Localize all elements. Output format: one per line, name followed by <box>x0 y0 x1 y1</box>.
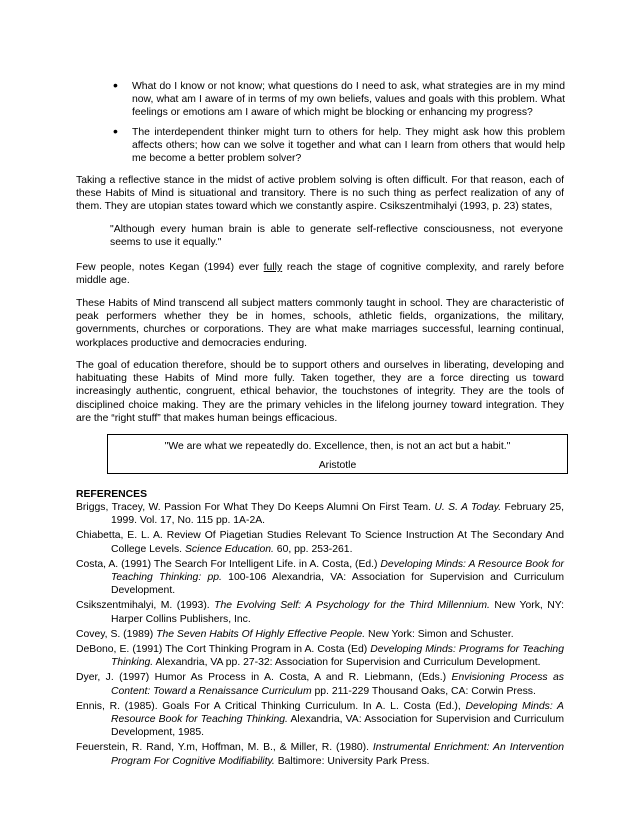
reference-details: February 25, 1999. Vol. 17, No. 115 pp. 1A-2A. <box>111 502 565 527</box>
reference-details: 60, pp. 253-261. <box>273 543 353 555</box>
bullet-text: What do I know or not know; what questions do I need to ask, what strategies are in my mind now, what am I aware of in terms of my own beliefs, values and goals with this problem. What feelings or emotions am I aware of which might be blocking or enhancing my progress? <box>132 81 565 119</box>
reference-item <box>76 501 564 527</box>
reference-authors: Csikszentmihalyi, M. (1993). <box>76 600 215 612</box>
reference-authors: Costa, A. (1991) The Search For Intelligent Life. in A. Costa, (Ed.) <box>76 558 381 570</box>
boxed-quote-text: "We are what we repeatedly do. Excellence, then, is not an act but a habit." <box>164 441 511 452</box>
reference-details: New York: Simon and Schuster. <box>365 628 514 640</box>
reference-item <box>76 529 564 555</box>
reference-title: The Seven Habits Of Highly Effective People. <box>156 628 366 640</box>
reference-title: Instrumental Enrichment: An Intervention Program For Cognitive Modifiability. <box>111 742 564 767</box>
references-heading: REFERENCES <box>76 489 148 500</box>
reference-details: Alexandria, VA: Association for Supervision and Curriculum Development, 1985. <box>111 714 565 739</box>
paragraph-habits-transcend: These Habits of Mind transcend all subject matters commonly taught in school. They are characteristic of peak performers whether they be in homes, schools, athletic fields, organizations, the military, governments, churches or corporations. They are what make marriages successful, learning continual, workplaces productive and democracies enduring. <box>76 298 564 349</box>
reference-title: Science Education. <box>184 543 274 555</box>
bullet-item <box>110 77 565 120</box>
reference-item <box>76 599 564 625</box>
boxed-quote-author: Aristotle <box>318 460 357 471</box>
reference-authors: DeBono, E. (1991) The Cort Thinking Program in A. Costa (Ed) <box>76 644 371 656</box>
reference-authors: Ennis, R. (1985). Goals For A Critical Thinking Curriculum. In A. L. Costa (Ed.), <box>76 700 466 712</box>
bullet-list <box>110 77 565 171</box>
reference-details: pp. 211-229 Thousand Oaks, CA: Corwin Press. <box>311 685 536 697</box>
reference-title: U. S. A Today. <box>434 502 502 513</box>
reference-authors: Chiabetta, E. L. A. Review Of Piagetian Studies Relevant To Science Instruction At The Secondary And College Levels. <box>76 530 564 555</box>
reference-item <box>76 558 564 598</box>
bullet-icon: • <box>113 122 118 139</box>
reference-item <box>76 671 564 697</box>
block-quote: "Although every human brain is able to generate self-reflective consciousness, not everyone seems to use it equally." <box>110 224 563 249</box>
reference-details: New York, NY: Harper Collins Publishers, Inc. <box>111 600 565 625</box>
reference-title: Envisioning Process as Content: Toward a Renaissance Curriculum <box>111 672 564 697</box>
reference-item <box>76 643 564 669</box>
reference-item <box>76 628 564 641</box>
kegan-text-after: reach the stage of cognitive complexity, and rarely before middle age. <box>76 262 564 287</box>
reference-authors: Feuerstein, R. Rand, Y.m, Hoffman, M. B., & Miller, R. (1980). <box>76 742 373 754</box>
reference-details: 100-106 Alexandria, VA: Association for Supervision and Curriculum Development. <box>111 572 564 597</box>
reference-item <box>76 741 564 767</box>
paragraph-kegan <box>76 261 564 287</box>
reference-title: Developing Minds: A Resource Book for Teaching Thinking. <box>111 700 564 726</box>
references-list <box>76 501 564 770</box>
boxed-quote <box>107 434 568 474</box>
reference-title: Developing Minds: Programs for Teaching Thinking. <box>111 644 564 669</box>
underlined-word: fully <box>263 262 283 273</box>
kegan-text-before: Few people, notes Kegan (1994) ever <box>76 262 264 273</box>
reference-authors: Dyer, J. (1997) Humor As Process in A. Costa, A and R. Liebmann, (Eds.) <box>76 672 452 684</box>
reference-authors: Covey, S. (1989) <box>76 628 157 640</box>
reference-title: The Evolving Self: A Psychology for the Third Millennium. <box>214 600 490 612</box>
bullet-item <box>110 122 565 166</box>
reference-authors: Briggs, Tracey, W. Passion For What They Do Keeps Alumni On First Team. <box>76 502 435 513</box>
reference-item <box>76 700 564 740</box>
paragraph-goal-of-education: The goal of education therefore, should be to support others and ourselves in liberating, developing and habituating these Habits of Mind more fully. Taken together, they are a force directing us toward increasingly authentic, congruent, ethical behavior, the touchstones of integrity. They are the tools of disciplined choice making. They are the primary vehicles in the lifelong journey toward integration. They are the “right stuff” that makes human beings efficacious. <box>76 360 564 424</box>
paragraph-reflective-stance: Taking a reflective stance in the midst of active problem solving is often difficult. For that reason, each of these Habits of Mind is situational and transitory. There is no such thing as perfect realization of any of them. They are utopian states toward which we constantly aspire. Csikszentmihalyi (1993, p. 23) states, <box>76 175 564 213</box>
bullet-text: The interdependent thinker might turn to others for help. They might ask how this problem affects others; how can we solve it together and what can I learn from others that would help me become a better problem solver? <box>132 126 565 165</box>
reference-title: Developing Minds: A Resource Book for Teaching Thinking: pp. <box>111 558 564 584</box>
reference-details: Alexandria, VA pp. 27-32: Association for Supervision and Curriculum Development. <box>153 657 541 669</box>
reference-details: Baltimore: University Park Press. <box>274 755 430 767</box>
bullet-icon: • <box>113 77 118 93</box>
